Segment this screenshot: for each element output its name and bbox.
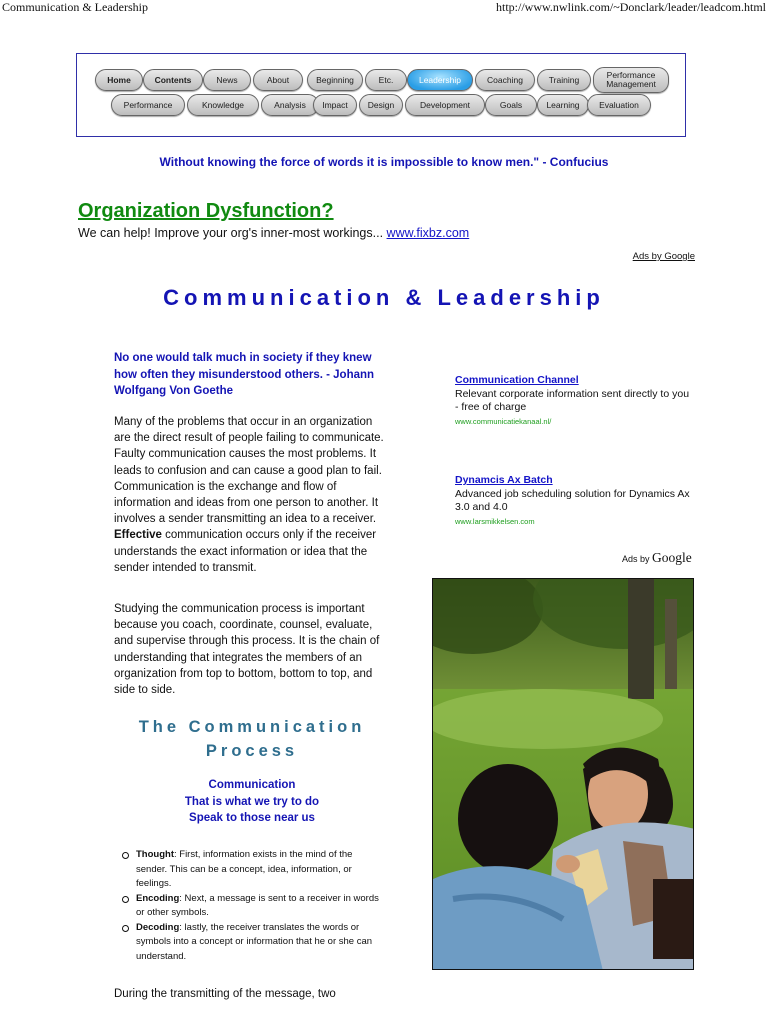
ad-title-link[interactable]: Organization Dysfunction? — [78, 200, 334, 222]
google-logo-text: Google — [652, 550, 692, 565]
side-ad-1 — [455, 374, 695, 428]
nav-goals[interactable]: Goals — [485, 94, 537, 116]
step-term: Thought — [136, 849, 174, 860]
section-title: The Communication Process — [138, 718, 366, 760]
nav-leadership[interactable]: Leadership — [407, 69, 473, 91]
ads-by-label: Ads by — [622, 554, 650, 564]
nav-impact[interactable]: Impact — [313, 94, 357, 116]
ad-text — [78, 226, 469, 240]
nav-home[interactable]: Home — [95, 69, 143, 91]
verse-line: That is what we try to do — [184, 795, 320, 808]
step-text: : Next, a message is sent to a receiver in words or other symbols. — [136, 892, 379, 918]
nav-learning[interactable]: Learning — [537, 94, 589, 116]
nav-performance-management[interactable]: Performance Management — [593, 67, 669, 93]
confucius-quote: Without knowing the force of words it is impossible to know men." - Confucius — [159, 155, 609, 169]
step-term: Encoding — [136, 892, 180, 904]
nav-design[interactable]: Design — [359, 94, 403, 116]
circle-bullet-icon — [122, 852, 129, 859]
ads-by-google-link[interactable]: Ads by Google — [632, 251, 695, 262]
process-paragraph: Studying the communication process is important because you coach, coordinate, counsel, evaluate, and supervise through this process. It is the chain of understanding that integrates the members of an organization from top to bottom, bottom to top, and side to side. — [114, 603, 380, 697]
intro-bold-word: Effective — [114, 529, 162, 542]
step-text: : lastly, the receiver translates the words or symbols into a concept or information that he or she can understand. — [136, 921, 373, 962]
nav-news[interactable]: News — [203, 69, 251, 91]
nav-beginning[interactable]: Beginning — [307, 69, 363, 91]
nav-knowledge[interactable]: Knowledge — [187, 94, 259, 116]
circle-bullet-icon — [122, 896, 129, 903]
communication-verse — [104, 777, 400, 827]
continuation-text: During the transmitting of the message, two — [114, 988, 336, 1000]
step-term: Decoding — [136, 921, 180, 933]
verse-line: Speak to those near us — [189, 812, 315, 824]
nav-training[interactable]: Training — [537, 69, 591, 91]
verse-line: Communication — [208, 779, 296, 791]
nav-about[interactable]: About — [253, 69, 303, 91]
navigation-menu — [76, 53, 686, 137]
list-item — [120, 892, 380, 921]
side-ad-text: Relevant corporate information sent directly to you - free of charge — [455, 387, 690, 413]
page-header-title: Communication & Leadership — [2, 0, 148, 14]
list-item — [120, 848, 380, 892]
process-steps-list — [120, 848, 380, 964]
ad-url-link[interactable]: www.fixbz.com — [386, 226, 470, 240]
nav-evaluation[interactable]: Evaluation — [587, 94, 651, 116]
photo-two-women-icon — [432, 578, 694, 970]
side-ad-2 — [455, 474, 695, 528]
ad-description: We can help! Improve your org's inner-most workings... — [78, 226, 384, 240]
nav-performance[interactable]: Performance — [111, 94, 185, 116]
side-ad-text: Advanced job scheduling solution for Dynamics Ax 3.0 and 4.0 — [455, 487, 690, 513]
nav-contents[interactable]: Contents — [143, 69, 203, 91]
ads-by-google-badge[interactable] — [622, 550, 692, 566]
nav-etc[interactable]: Etc. — [365, 69, 407, 91]
goethe-quote: No one would talk much in society if they knew how often they misunderstood others. - Johann Wolfgang Von Goethe — [114, 352, 375, 397]
nav-development[interactable]: Development — [405, 94, 485, 116]
step-text: : First, information exists in the mind of the sender. This can be a concept, idea, information, or feelings. — [136, 849, 353, 889]
side-ad-title-link[interactable]: Dynamcis Ax Batch — [455, 474, 553, 486]
photo-scene — [433, 579, 694, 970]
intro-text-1: Many of the problems that occur in an organization are the direct result of people failing to communicate. Faulty communication causes the most problems. It leads to confusion and can cause a good plan to fail. Communication is the exchange and flow of information and ideas from one person to another. It involves a sender transmitting an idea to a receiver. — [114, 416, 384, 526]
side-ad-url[interactable]: www.larsmikkelsen.com — [455, 516, 535, 526]
side-ad-title-link[interactable]: Communication Channel — [455, 374, 579, 386]
intro-text-2: communication occurs only if the receiver understands the exact information or idea that the sender intended to transmit. — [114, 529, 377, 574]
circle-bullet-icon — [122, 925, 129, 932]
side-ad-url[interactable]: www.communicatiekanaal.nl/ — [455, 416, 552, 426]
page-header-url: http://www.nwlink.com/~Donclark/leader/leadcom.html — [496, 0, 766, 14]
page-title: Communication & Leadership — [163, 285, 605, 310]
nav-coaching[interactable]: Coaching — [475, 69, 535, 91]
list-item — [120, 921, 380, 965]
nav-analysis[interactable]: Analysis — [261, 94, 319, 116]
intro-paragraph — [114, 414, 392, 576]
